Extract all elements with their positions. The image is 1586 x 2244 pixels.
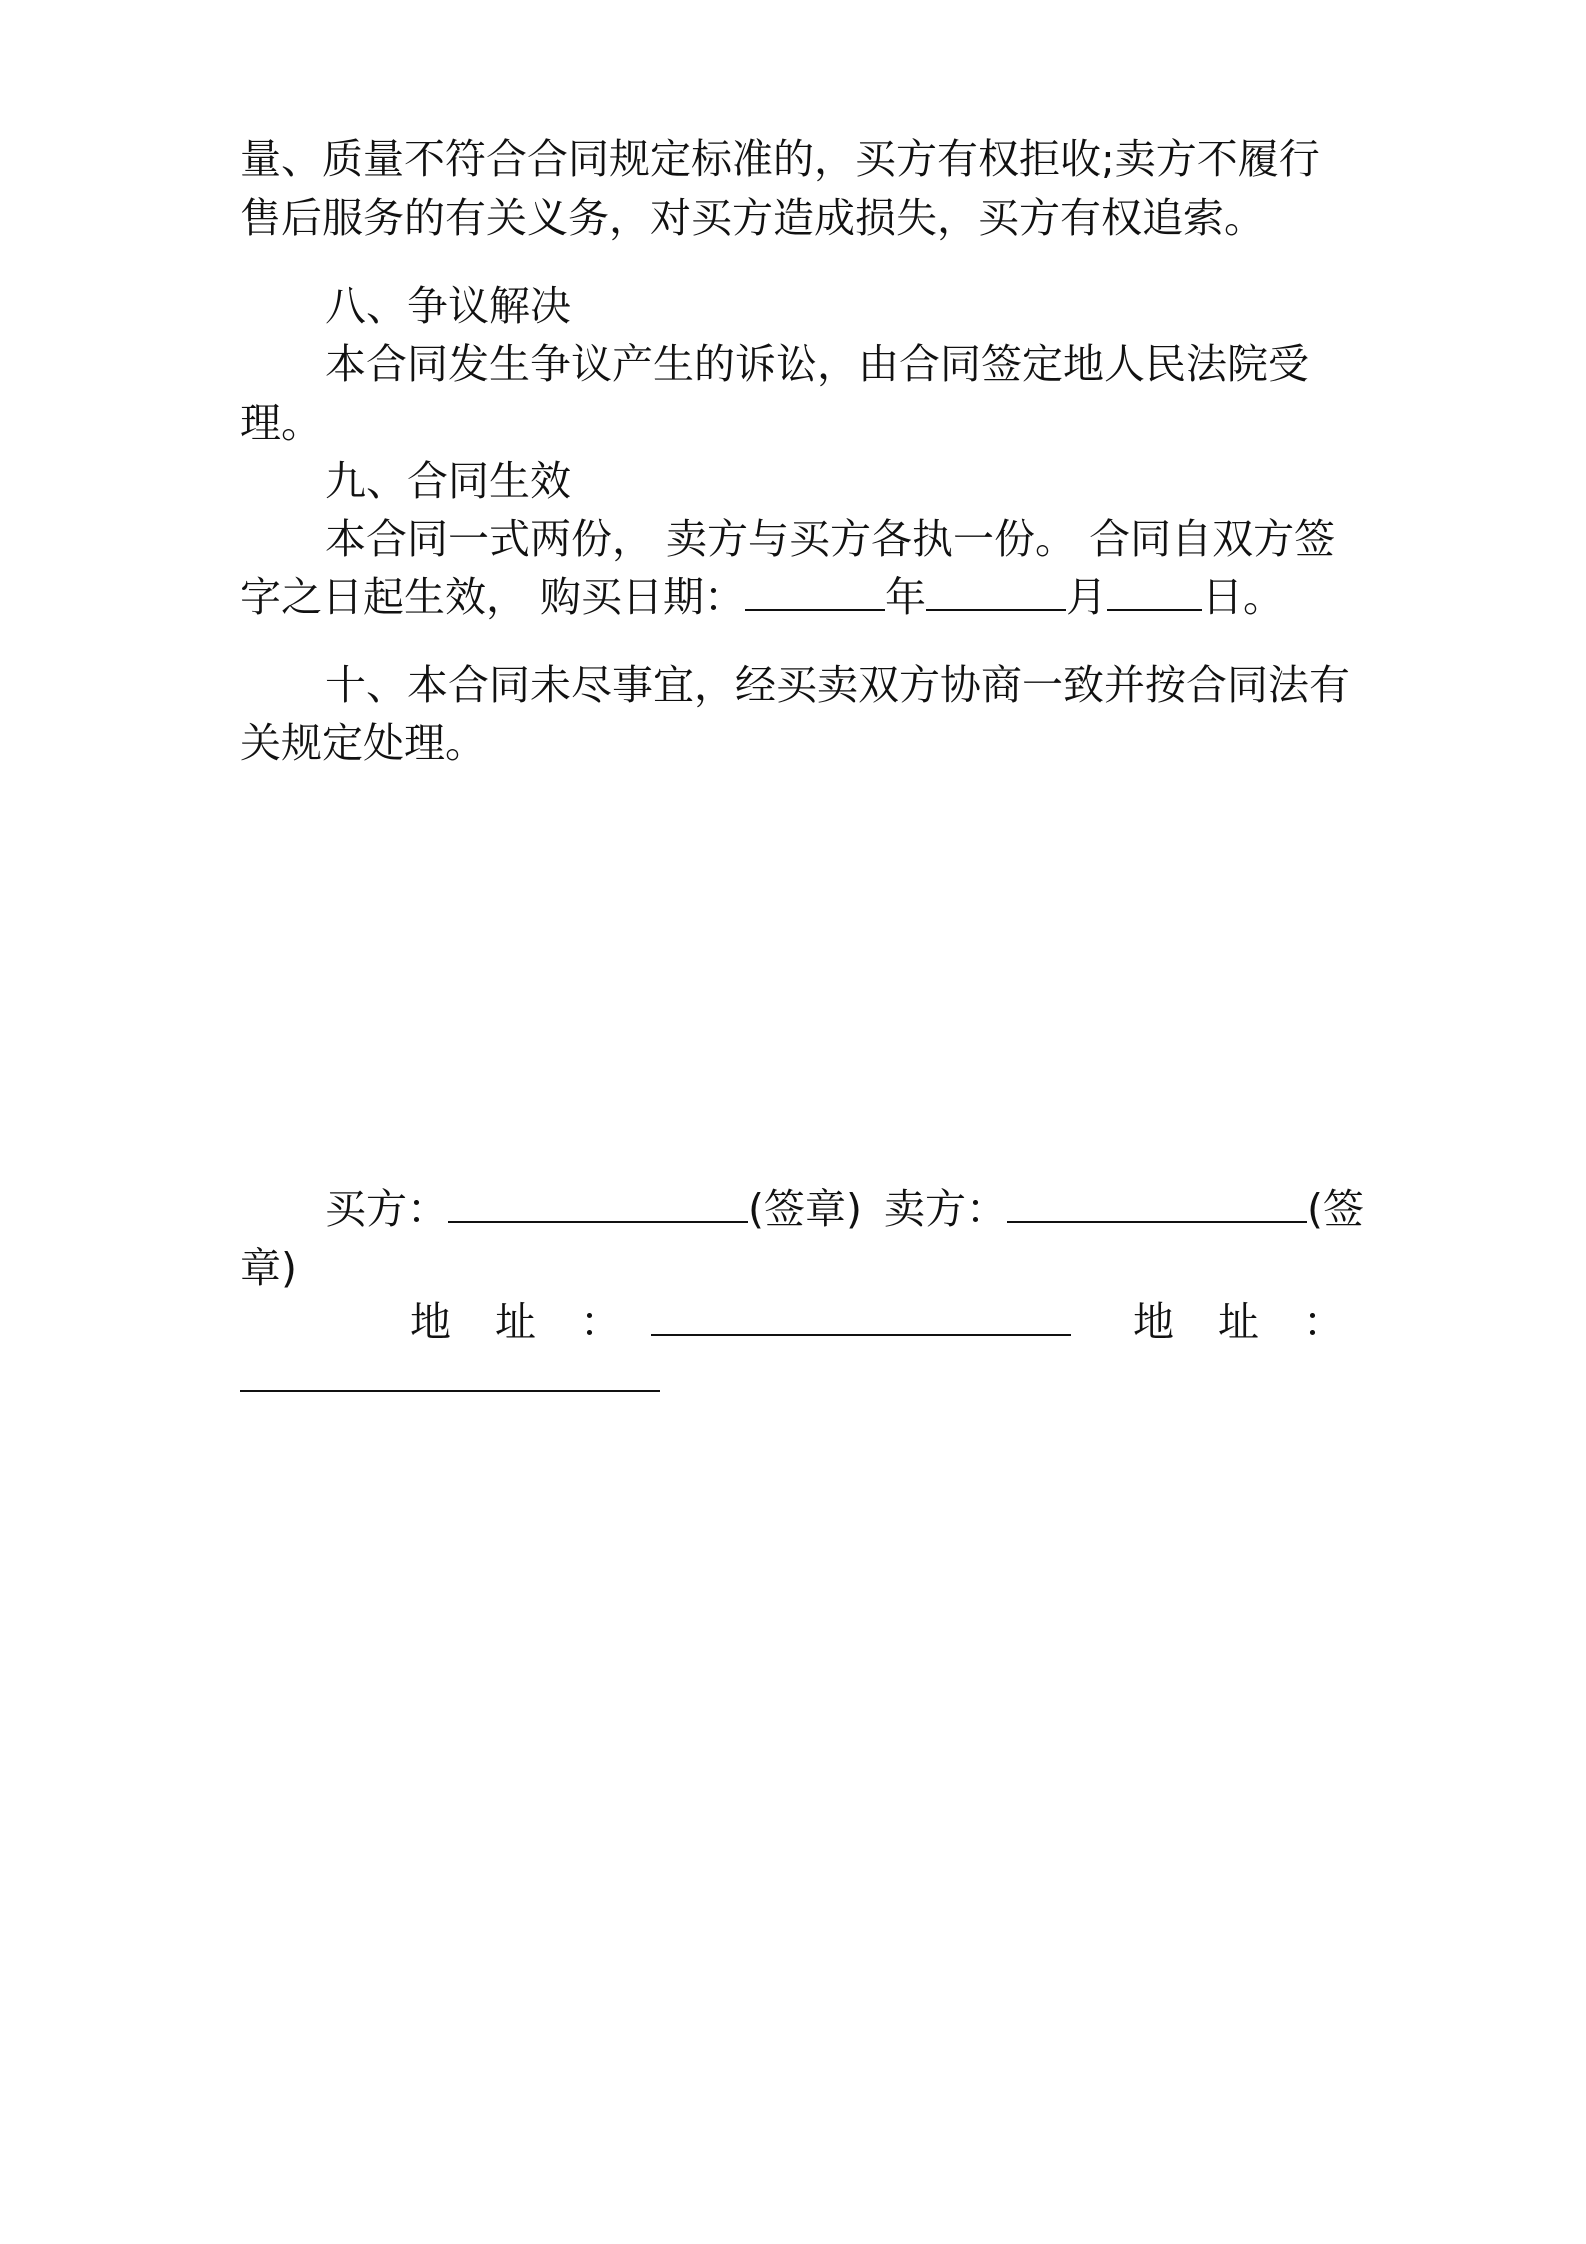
section-8-body-line-1: 本合同发生争议产生的诉讼，由合同签定地人民法院受 [325,340,1309,388]
seller-seal-open: (签 [1307,1185,1364,1233]
seller-address-char-1: 地 [1133,1298,1174,1346]
seller-address-blank [240,1354,660,1392]
section-9-body-line-2 [240,571,1284,623]
section-8-body-line-2: 理。 [240,399,322,447]
address-char-3: ： [580,1298,621,1346]
purchase-date-label: 字之日起生效， 购买日期： [240,573,746,621]
seller-seal-close: 章) [240,1244,297,1292]
signature-line [325,1183,1364,1235]
day-blank [1107,573,1202,611]
buyer-seal-label: (签章) [748,1185,862,1233]
seller-address-line [240,1352,660,1404]
year-blank [745,573,885,611]
address-char-2: 址 [495,1298,536,1346]
seller-label: 卖方： [884,1185,1007,1233]
intro-line-1: 量、质量不符合合同规定标准的，买方有权拒收;卖方不履行 [240,135,1320,183]
buyer-signature-blank [448,1185,748,1223]
buyer-label: 买方： [325,1185,448,1233]
seller-signature-blank [1007,1185,1307,1223]
seller-address-char-2: 址 [1218,1298,1259,1346]
section-10-line-1: 十、本合同未尽事宜，经买卖双方协商一致并按合同法有 [325,661,1350,709]
section-9-heading: 九、合同生效 [325,457,571,505]
seller-address-char-3: ： [1303,1298,1344,1346]
section-10-line-2: 关规定处理。 [240,719,486,767]
buyer-address-blank [651,1298,1071,1336]
address-char-1: 地 [410,1298,451,1346]
month-blank [926,573,1066,611]
year-label: 年 [885,573,927,621]
month-label: 月 [1066,573,1108,621]
section-9-body-line-1: 本合同一式两份， 卖方与买方各执一份。 合同自双方签 [325,515,1336,563]
buyer-address-line [410,1296,1344,1348]
intro-line-2: 售后服务的有关义务，对买方造成损失，买方有权追索。 [240,194,1265,242]
section-8-heading: 八、争议解决 [325,282,571,330]
day-label: 日。 [1202,573,1285,621]
